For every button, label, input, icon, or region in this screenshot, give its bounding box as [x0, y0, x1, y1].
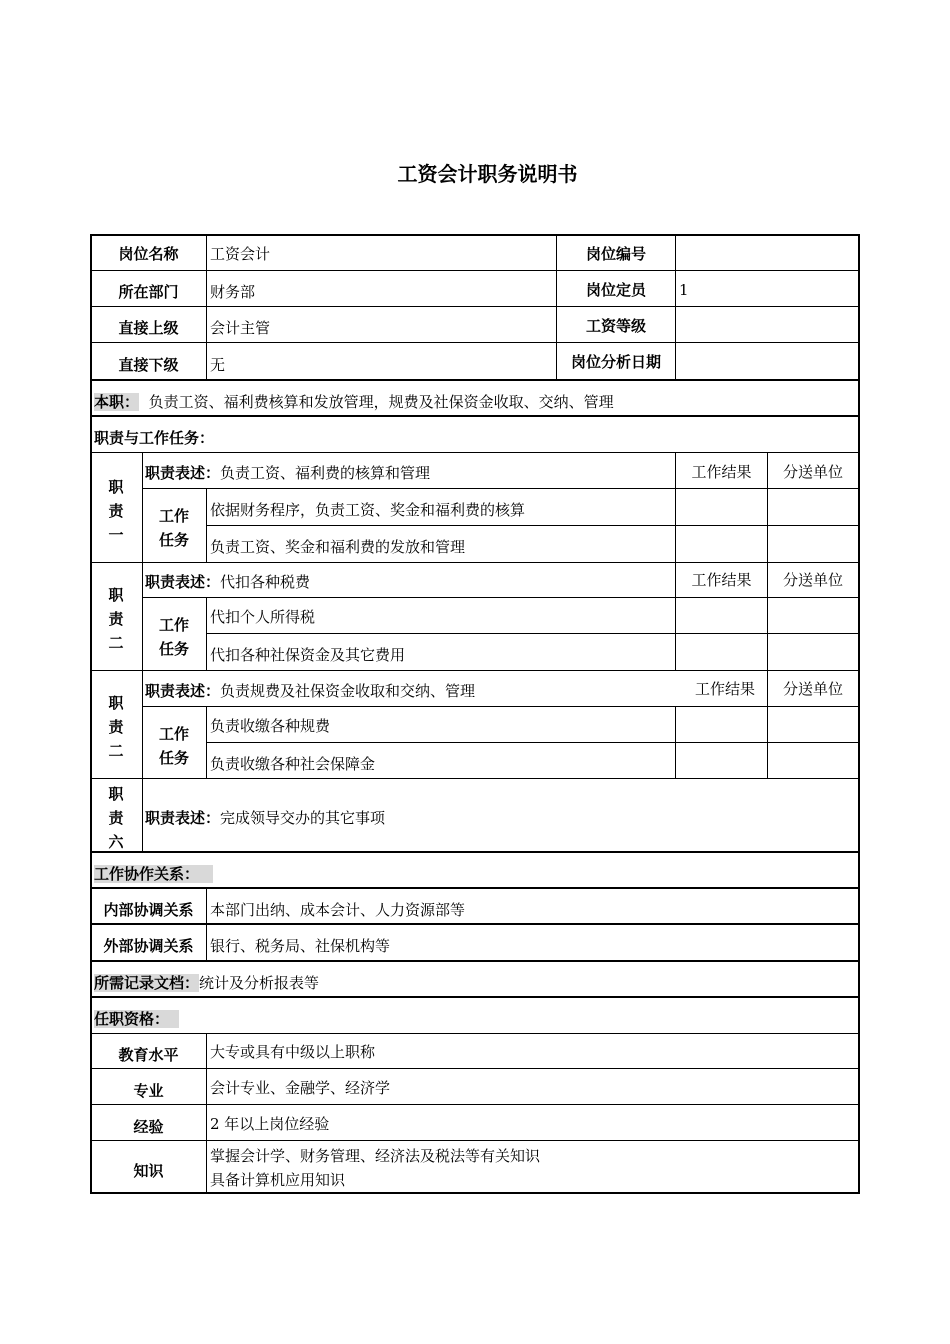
experience-value: 2 年以上岗位经验	[210, 1115, 330, 1133]
knowledge-value-1: 掌握会计学、财务管理、经济法及税法等有关知识	[210, 1147, 541, 1165]
duty-2-description: 职责表述：代扣各种税费	[145, 573, 311, 591]
major-value: 会计专业、金融学、经济学	[210, 1079, 391, 1097]
duty-1-heading: 职 责 一	[108, 478, 124, 544]
duty-2-task-2: 代扣各种社保资金及其它费用	[210, 646, 406, 664]
subordinate-label: 直接下级	[118, 356, 179, 374]
major-label: 专业	[133, 1082, 164, 1100]
department-value: 财务部	[210, 283, 256, 301]
duty-2-heading: 职 责 二	[108, 586, 124, 652]
duty-3-result-header: 工作结果	[694, 680, 755, 698]
salary-grade-label: 工资等级	[585, 317, 646, 335]
duty-1-recipient-header: 分送单位	[782, 463, 843, 481]
records-row	[94, 974, 319, 992]
external-coordination-value: 银行、税务局、社保机构等	[210, 937, 391, 955]
superior-label: 直接上级	[118, 319, 179, 337]
duty-1-task-1: 依据财务程序，负责工资、奖金和福利费的核算	[210, 501, 526, 519]
duty-3-task-label: 工作 任务	[158, 725, 189, 767]
duty-6-description: 职责表述：完成领导交办的其它事项	[145, 809, 386, 827]
duty-2-task-label: 工作 任务	[158, 616, 189, 658]
duties-header: 职责与工作任务：	[94, 429, 215, 447]
duty-3-task-2: 负责收缴各种社会保障金	[210, 755, 376, 773]
duty-2-recipient-header: 分送单位	[782, 571, 843, 589]
duty-1-description: 职责表述：负责工资、福利费的核算和管理	[145, 464, 431, 482]
duty-3-description: 职责表述：负责规费及社保资金收取和交纳、管理	[145, 682, 476, 700]
core-duty-label: 本职：	[94, 393, 140, 411]
duty-3-heading: 职 责 二	[108, 694, 124, 760]
internal-coordination-label: 内部协调关系	[103, 901, 194, 919]
qualifications-header: 任职资格：	[94, 1010, 179, 1028]
internal-coordination-value: 本部门出纳、成本会计、人力资源部等	[210, 901, 466, 919]
position-name-value: 工资会计	[210, 245, 271, 263]
headcount-value: 1	[679, 281, 689, 299]
department-label: 所在部门	[118, 283, 179, 301]
knowledge-value-2: 具备计算机应用知识	[210, 1171, 346, 1189]
duty-1-task-2: 负责工资、奖金和福利费的发放和管理	[210, 538, 466, 556]
duty-3-task-1: 负责收缴各种规费	[210, 717, 331, 735]
core-duty	[94, 393, 614, 411]
position-code-label: 岗位编号	[585, 245, 646, 263]
external-coordination-label: 外部协调关系	[103, 937, 194, 955]
duty-2-result-header: 工作结果	[691, 571, 752, 589]
core-duty-text: 负责工资、福利费核算和发放管理，规费及社保资金收取、交纳、管理	[148, 393, 614, 411]
analysis-date-label: 岗位分析日期	[570, 353, 661, 371]
position-name-label: 岗位名称	[118, 245, 179, 263]
records-label: 所需记录文档：	[94, 974, 200, 992]
duty-6-heading: 职 责 六	[108, 785, 124, 851]
records-value: 统计及分析报表等	[199, 974, 320, 992]
duty-2-task-1: 代扣个人所得税	[210, 608, 316, 626]
experience-label: 经验	[133, 1118, 164, 1136]
duty-1-task-label: 工作 任务	[158, 507, 189, 549]
subordinate-value: 无	[210, 356, 226, 374]
education-value: 大专或具有中级以上职称	[210, 1043, 376, 1061]
duty-3-recipient-header: 分送单位	[782, 680, 843, 698]
document-title: 工资会计职务说明书	[397, 162, 578, 186]
education-label: 教育水平	[118, 1046, 179, 1064]
superior-value: 会计主管	[210, 319, 271, 337]
cooperation-header: 工作协作关系：	[94, 865, 213, 883]
headcount-label: 岗位定员	[585, 281, 646, 299]
knowledge-label: 知识	[133, 1162, 164, 1180]
duty-1-result-header: 工作结果	[691, 463, 752, 481]
